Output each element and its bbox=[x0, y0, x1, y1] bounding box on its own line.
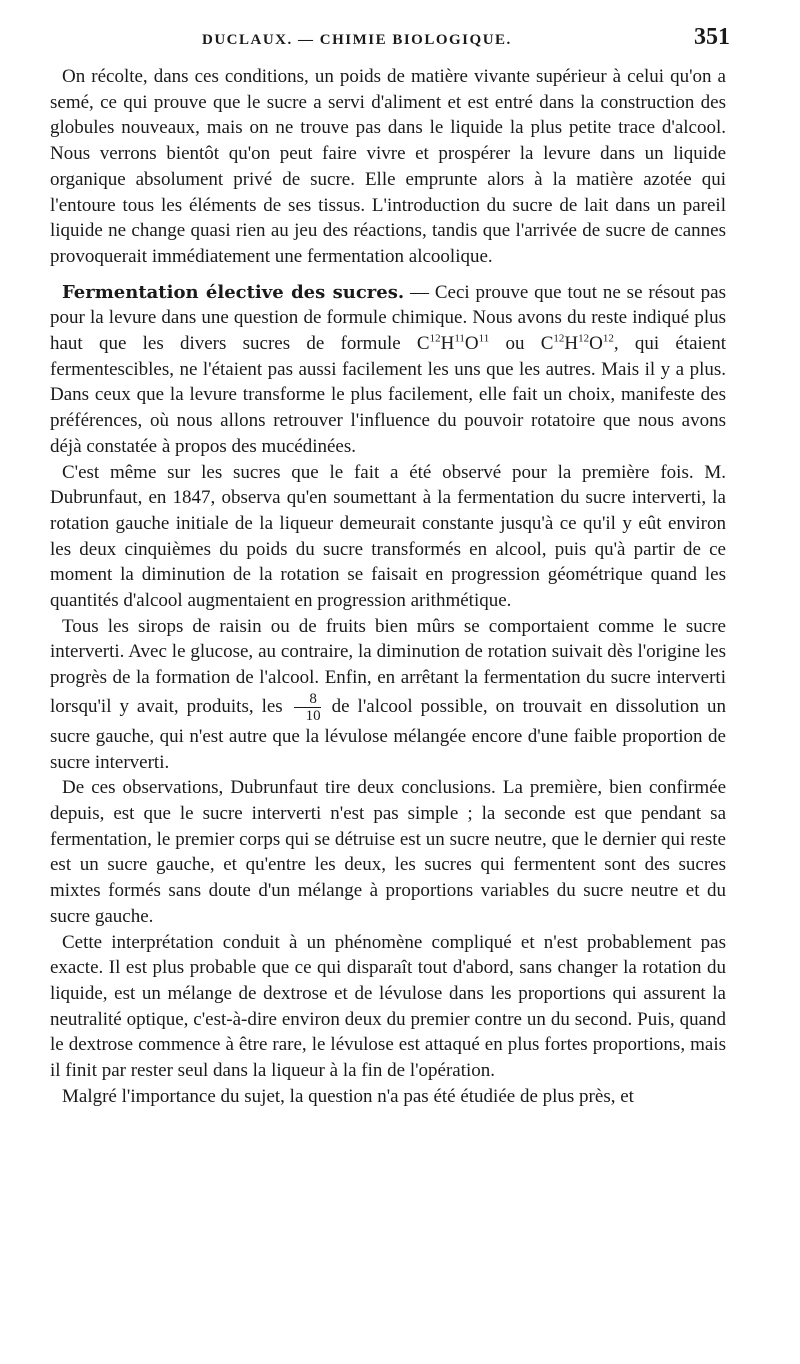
paragraph-4 bbox=[50, 614, 726, 776]
fraction-numerator: 8 bbox=[294, 691, 321, 708]
paragraph-4-text-b: de l'alcool possible, on trouvait en dissolution un sucre gauche, qui n'est autre que la lévulose mélangée encore d'une faible proportion de sucre interverti. bbox=[50, 695, 726, 773]
section-heading: Fermentation élective des sucres. bbox=[62, 281, 405, 303]
formula-1: $C^{12}H^{11}O^{11}$ bbox=[416, 332, 490, 355]
paragraph-2-text-a: — Ceci prouve que tout ne se résout pas pour la levure dans une question de formule chimique. Nous avons du reste indiqué plus haut que les divers sucres de formule bbox=[50, 281, 726, 355]
running-title: DUCLAUX. — CHIMIE BIOLOGIQUE. bbox=[202, 32, 512, 48]
fraction-denominator: 10 bbox=[305, 707, 321, 724]
paragraph-3: C'est même sur les sucres que le fait a été observé pour la première fois. M. Dubrunfaut, en 1847, observa qu'en soumettant à la fermentation du sucre interverti, la rotation gauche initiale de la liqueur demeurait constante jusqu'à ce qu'il y eût environ les deux cinquièmes du poids du sucre transformés en alcool, puis qu'à partir de ce moment la diminution de la rotation se faisait en progression géométrique quand les quantités d'alcool augmentaient en progression arithmétique. bbox=[50, 461, 726, 612]
paragraph-5: De ces observations, Dubrunfaut tire deux conclusions. La première, bien confirmée depuis, est que le sucre interverti n'est pas simple ; la seconde est que pendant sa fermentation, le premier corps qui se détruise est un sucre neutre, que le dernier qui reste est un sucre gauche, et qu'entre les deux, les sucres qui fermentent sont des sucres mixtes formés sans doute d'un mélange à proportions variables du sucre neutre et du sucre gauche. bbox=[50, 777, 726, 927]
paragraph-2 bbox=[50, 280, 726, 460]
paragraph-4-text-a: Tous les sirops de raisin ou de fruits bien mûrs se comportaient comme le sucre interverti. Avec le glucose, au contraire, la diminution de rotation suivait dès l'origine les progrès de la formation de l'alcool. Enfin, en arrêtant la fermentation du sucre interverti lorsqu'il y avait, produits, les bbox=[50, 615, 726, 717]
paragraph-2-text-c: , qui étaient fermentescibles, ne l'étaient pas aussi facilement les uns que les autres. Mais il y a plus. Dans ceux que la levure transforme le plus facilement, elle fait un choix, manifeste des préférences, où nous allons retrouver l'influence du pouvoir rotatoire que nous avons déjà constatée à propos des mucédinées. bbox=[50, 333, 726, 457]
paragraph-1: On récolte, dans ces conditions, un poids de matière vivante supérieur à celui qu'on a semé, ce qui prouve que le sucre a servi d'aliment et est entré dans la construction des globules nouveaux, mais on ne trouve pas dans le liquide la plus petite trace d'alcool. Nous verrons bientôt qu'on peut faire vivre et prospérer la levure dans un liquide organique absolument privé de sucre. Elle emprunte alors à la matière azotée qui l'entoure tous les éléments de ses tissus. L'introduction du sucre de lait dans un pareil liquide ne change quasi rien au jeu des réactions, tandis que l'arrivée de sucre de cannes provoquerait immédiatement une fermentation alcoolique. bbox=[50, 66, 726, 267]
fraction-eight-tenths bbox=[294, 691, 321, 724]
paragraph-7: Malgré l'importance du sujet, la question n'a pas été étudiée de plus près, et bbox=[62, 1085, 634, 1107]
paragraph-2-text-b: ou bbox=[489, 333, 541, 355]
page-number: 351 bbox=[694, 24, 730, 50]
paragraph-6: Cette interprétation conduit à un phénomène compliqué et n'est probablement pas exacte. Il est plus probable que ce qui disparaît tout d'abord, sans changer la rotation du liquide, est un mélange de dextrose et de lévulose dans les proportions qui assurent la neutralité optique, c'est-à-dire environ deux du premier contre un du second. Puis, quand le dextrose commence à être rare, le lévulose est attaqué en plus fortes proportions, mais il finit par rester seul dans la liqueur à la fin de l'opération. bbox=[50, 931, 726, 1082]
body-text bbox=[50, 64, 726, 1109]
formula-2: $C^{12}H^{12}O^{12}$ bbox=[540, 332, 614, 355]
page-header bbox=[62, 20, 730, 54]
